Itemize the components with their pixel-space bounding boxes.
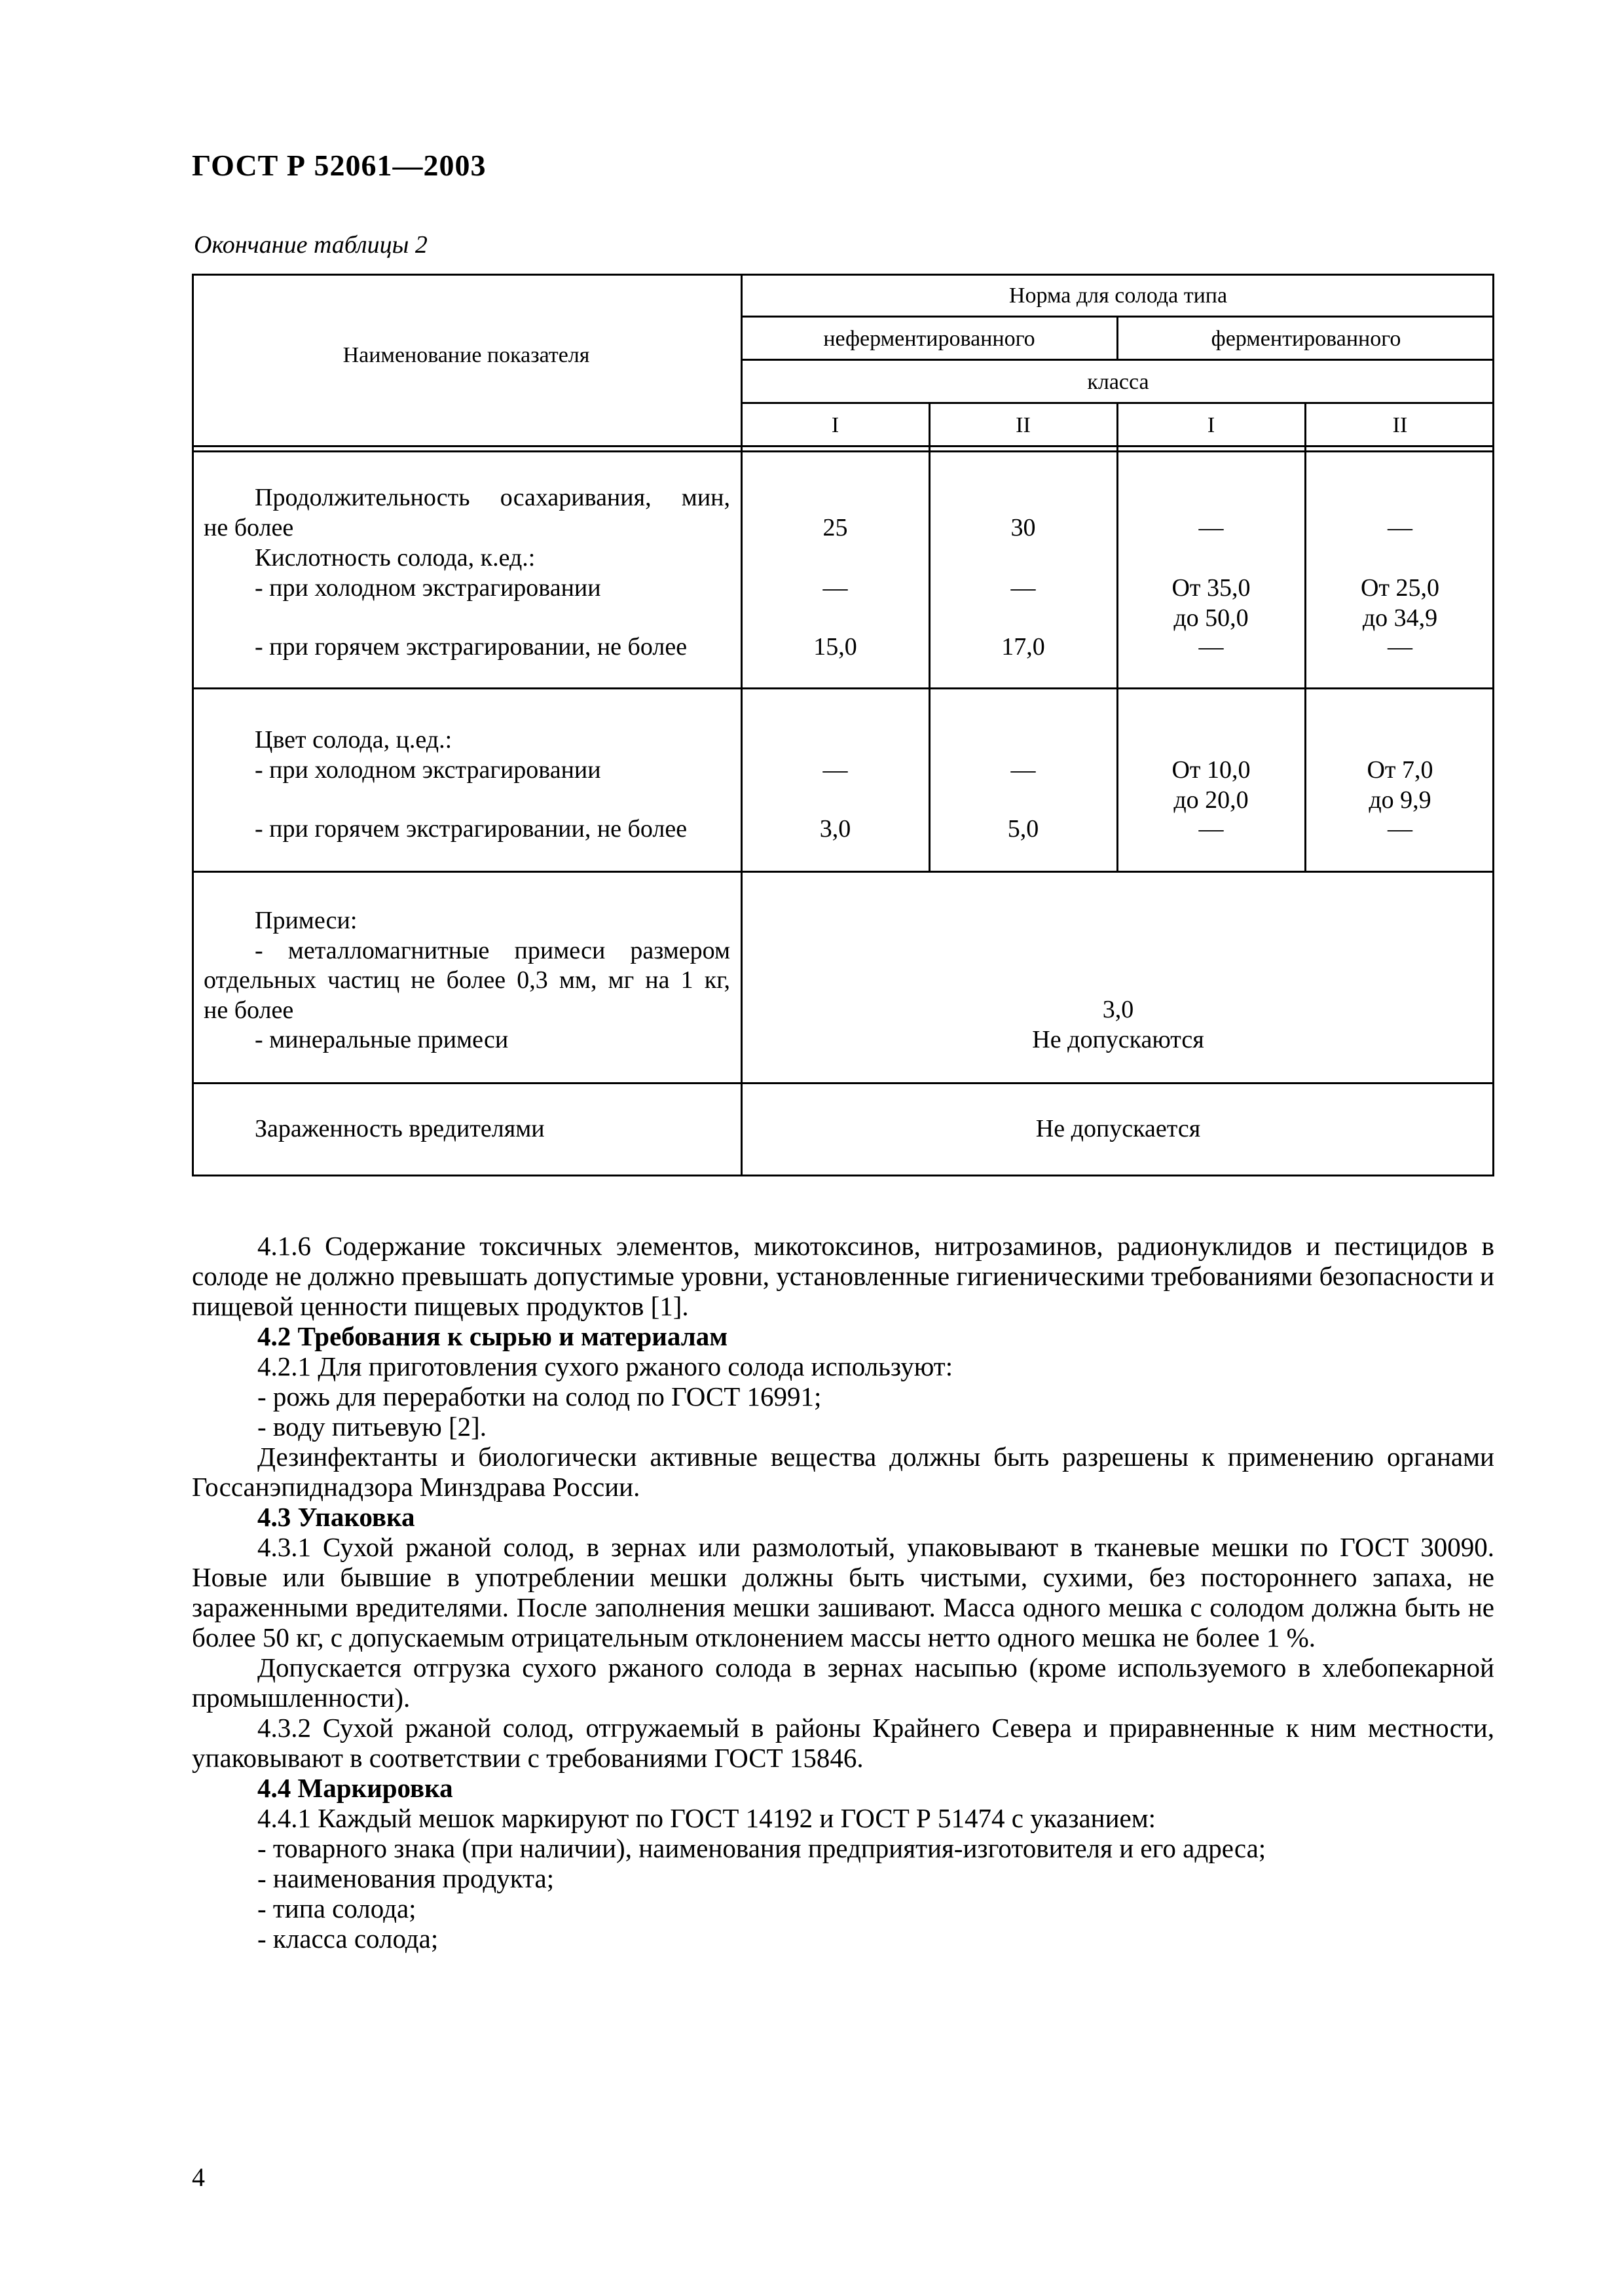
table-border-top [192,274,1494,276]
row3-mineral-value: Не допускаются [1032,1025,1204,1053]
paragraph-disinfectants: Дезинфектанты и биологически активные вещества должны быть разрешены к применению органами Госсанэпиднадзора Минздрава России. [192,1442,1494,1502]
row1-label-line: - при холодном экстрагировании [255,574,601,602]
header-class-label: II [1392,413,1408,437]
row2-cold-to: до 9,9 [1369,786,1431,814]
row1-label-line: Продолжительность осахаривания, мин, [255,484,730,511]
page-number: 4 [192,2162,205,2192]
row1-sacch-value: — [1388,514,1412,541]
row3-label-line: Примеси: [255,907,358,934]
header-type-nonfermented: неферментированного [823,327,1035,351]
row1-label-line: не более [204,513,294,541]
row3-label [204,906,730,1055]
row1-cold-to: до 34,9 [1362,604,1438,632]
row1-hot-value: — [1388,633,1412,661]
table-line-type [742,359,1494,361]
row3-label-line: - металломагнитные примеси размером [255,936,730,964]
row3-metal-value: 3,0 [1102,996,1134,1023]
row1-hot-label [204,632,730,663]
row3-label-line: отдельных частиц не более 0,3 мм, мг на 1 кг, [204,966,730,994]
row1-hot-value: — [1198,633,1224,661]
list-item: - типа солода; [257,1893,416,1923]
document-header: ГОСТ Р 52061—2003 [192,149,487,182]
list-item: - воду питьевую [2]. [257,1412,487,1442]
table-row2-bottom [192,871,1494,873]
row2-hot-label [204,814,730,845]
row3-label-line: не более [204,996,294,1024]
row1-sacch-value: 25 [822,514,848,541]
row2-label-line: - при холодном экстрагировании [255,756,601,784]
table-border-left [192,274,194,1176]
paragraph-4-3-1: 4.3.1 Сухой ржаной солод, в зернах или размолотый, упаковывают в тканевые мешки по ГОСТ 30090. Новые или бывшие в употреблении мешки должны быть чистыми, сухими, без постороннего запаха, не зараженными вредителями. После заполнения мешки зашивают. Масса одного мешка с солодом должна быть не более 50 кг, с допускаемым отрицательным отклонением массы нетто одного мешка не более 1 %. [192,1532,1494,1652]
row2-cold-value [1118,756,1304,815]
row2-cold-value [1306,756,1494,815]
row2-hot-value: 5,0 [1007,815,1039,843]
header-class-label: I [831,413,839,437]
row1-sacch-value: 30 [1010,514,1036,541]
body-text [192,1231,1494,1954]
row2-cold-to: до 20,0 [1173,786,1249,814]
list-item: - наименования продукта; [257,1863,555,1893]
row3-label-line: - минеральные примеси [255,1026,509,1054]
row2-hot-value: — [1198,815,1224,843]
paragraph-4-4-1: 4.4.1 Каждый мешок маркируют по ГОСТ 14192 и ГОСТ Р 51474 с указанием: [257,1803,1156,1833]
header-class: класса [1087,370,1149,394]
row1-cold-value: — [1010,574,1036,602]
paragraph-4-3-2: 4.3.2 Сухой ржаной солод, отгружаемый в районы Крайнего Севера и приравненные к ним местности, упаковывают в соответствии с требованиями ГОСТ 15846. [192,1713,1494,1773]
table-row1-bottom [192,687,1494,689]
row2-hot-value: 3,0 [819,815,851,843]
header-type-fermented: ферментированного [1211,327,1401,351]
row1-hot-value: 15,0 [813,633,857,661]
table-row3-bottom [192,1082,1494,1084]
table-border-bottom [192,1175,1494,1176]
row1-label-line: Кислотность солода, к.ед.: [255,544,536,572]
header-indicator-name: Наименование показателя [342,343,590,367]
row1-cold-value [1306,574,1494,633]
header-class-label: I [1207,413,1215,437]
paragraph-4-2-1: 4.2.1 Для приготовления сухого ржаного солода используют: [257,1351,953,1381]
row1-hot-value: 17,0 [1001,633,1045,661]
header-class-label: II [1016,413,1031,437]
row1-cold-value [1118,574,1304,633]
row1-cold-from: От 25,0 [1360,574,1440,602]
row1-cold-to: до 50,0 [1173,604,1249,632]
list-item: - класса солода; [257,1923,439,1954]
row1-acidity-label [204,543,730,603]
paragraph-bulk-shipment: Допускается отгрузка сухого ржаного солода в зернах насыпью (кроме используемого в хлебопекарной промышленности). [192,1652,1494,1713]
row2-label-line: Цвет солода, ц.ед.: [255,726,452,754]
row1-sacch-value: — [1198,514,1224,541]
paragraph-4-1-6: 4.1.6 Содержание токсичных элементов, микотоксинов, нитрозаминов, радионуклидов и пестицидов в солоде не должно превышать допустимые уровни, установленные гигиеническими требованиями безопасности и пищевой ценности пищевых продуктов [1]. [192,1231,1494,1321]
row1-label [204,483,730,543]
row4-value: Не допускается [1035,1115,1201,1142]
row2-cold-value: — [1010,756,1036,784]
row1-cold-value: — [822,574,848,602]
row2-hot-value: — [1388,815,1412,843]
row2-label [204,725,730,785]
table-header-bottom [192,445,1494,447]
section-heading-4-2: 4.2 Требования к сырью и материалам [257,1321,728,1351]
section-heading-4-4: 4.4 Маркировка [257,1773,453,1803]
row2-cold-from: От 7,0 [1367,756,1433,784]
row2-label-line: - при горячем экстрагировании, не более [255,815,688,843]
row1-label-line: - при горячем экстрагировании, не более [255,633,688,661]
table-caption: Окончание таблицы 2 [194,231,428,259]
row1-cold-from: От 35,0 [1171,574,1251,602]
section-heading-4-3: 4.3 Упаковка [257,1502,415,1532]
row2-cold-from: От 10,0 [1171,756,1251,784]
row3-value [742,995,1494,1055]
header-norm: Норма для солода типа [1008,283,1228,308]
row4-label [204,1114,730,1144]
list-item: - рожь для переработки на солод по ГОСТ 16991; [257,1381,822,1412]
row4-label-line: Зараженность вредителями [255,1115,545,1142]
list-item: - товарного знака (при наличии), наименования предприятия-изготовителя и его адреса; [257,1833,1266,1863]
norms-table [192,274,1494,1176]
row2-cold-value: — [822,756,848,784]
table-header-double [192,450,1494,452]
